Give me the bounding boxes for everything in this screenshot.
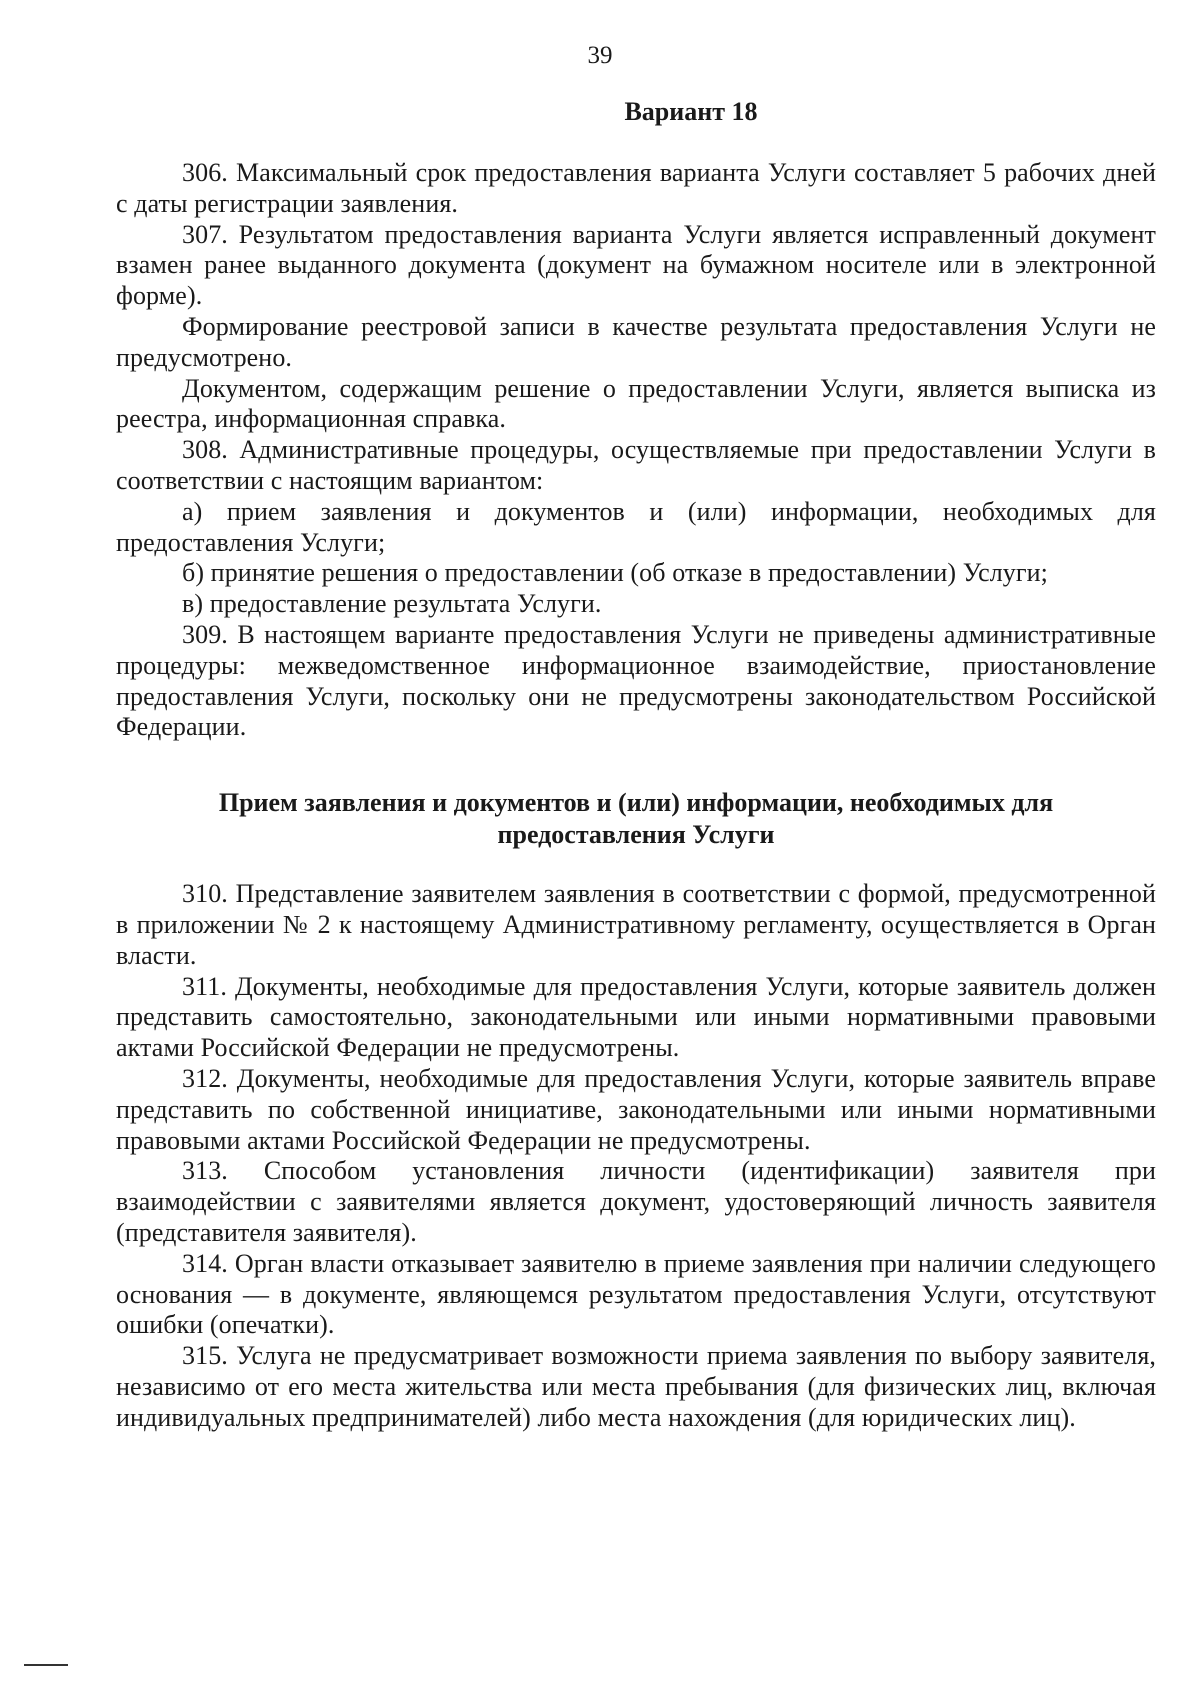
paragraph-313: 313. Способом установления личности (идентификации) заявителя при взаимодействии с заявителями является документ, удостоверяющий личность заявителя (представителя заявителя). [116, 1156, 1156, 1247]
list-item-b: б) принятие решения о предоставлении (об отказе в предоставлении) Услуги; [182, 558, 1048, 588]
section-heading-line1: Прием заявления и документов и (или) информации, необходимых для [218, 788, 1054, 818]
paragraph-311: 311. Документы, необходимые для предоставления Услуги, которые заявитель должен представить самостоятельно, законодательными или иными нормативными правовыми актами Российской Федерации не предусмотрены. [116, 971, 1156, 1063]
paragraph-309: 309. В настоящем варианте предоставления Услуги не приведены административные процедуры: межведомственное информационное взаимодействие, приостановление предоставления Услуги, поскольку они не предусмотрены законодательством Российской Федерации. [116, 619, 1156, 742]
paragraph-315: 315. Услуга не предусматривает возможности приема заявления по выбору заявителя, независимо от его места жительства или места пребывания (для физических лиц, включая индивидуальных предпринимателей) либо места нахождения (для юридических лиц). [116, 1341, 1156, 1432]
section-heading [116, 787, 1156, 851]
list-item-a: а) прием заявления и документов и (или) информации, необходимых для предоставления Услуги; [116, 496, 1156, 557]
list-item-v: в) предоставление результата Услуги. [182, 589, 602, 619]
paragraph-314: 314. Орган власти отказывает заявителю в приеме заявления при наличии следующего основания — в документе, являющемся результатом предоставления Услуги, отсутствуют ошибки (опечатки). [116, 1248, 1156, 1340]
page-number: 39 [587, 42, 613, 69]
paragraph-registry-record: Формирование реестровой записи в качестве результата предоставления Услуги не предусмотрено. [116, 311, 1156, 372]
paragraph-decision-document: Документом, содержащим решение о предоставлении Услуги, является выписка из реестра, информационная справка. [116, 373, 1156, 434]
footer-divider [24, 1664, 68, 1666]
paragraph-307: 307. Результатом предоставления варианта Услуги является исправленный документ взамен ранее выданного документа (документ на бумажном носителе или в электронной форме). [116, 219, 1156, 311]
paragraph-312: 312. Документы, необходимые для предоставления Услуги, которые заявитель вправе представить по собственной инициативе, законодательными или иными нормативными правовыми актами Российской Федерации не предусмотрены. [116, 1063, 1156, 1155]
variant-heading: Вариант 18 [624, 97, 758, 126]
paragraph-306: 306. Максимальный срок предоставления варианта Услуги составляет 5 рабочих дней с даты регистрации заявления. [116, 158, 1156, 218]
section-heading-line2: предоставления Услуги [497, 820, 775, 850]
paragraph-308: 308. Административные процедуры, осуществляемые при предоставлении Услуги в соответствии с настоящим вариантом: [116, 435, 1156, 495]
document-content [116, 96, 1156, 1433]
paragraph-310: 310. Представление заявителем заявления в соответствии с формой, предусмотренной в приложении № 2 к настоящему Административному регламенту, осуществляется в Орган власти. [116, 879, 1156, 970]
